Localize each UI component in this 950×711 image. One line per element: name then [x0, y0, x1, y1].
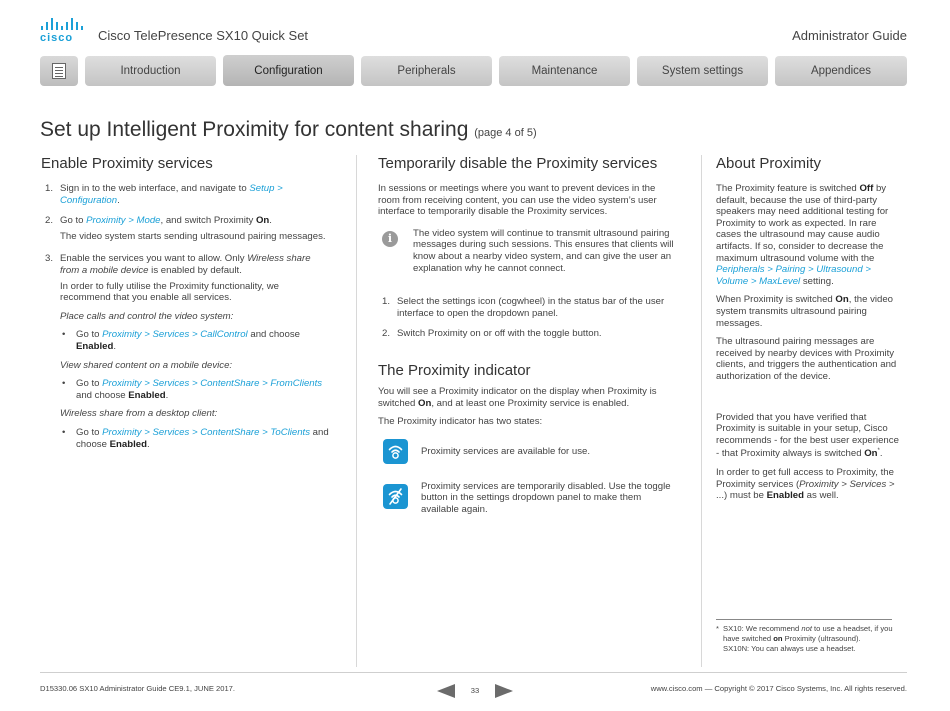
- page-title-text: Set up Intelligent Proximity for content sharing: [40, 118, 469, 141]
- bullet-dot: •: [62, 426, 66, 438]
- about-p1: [716, 183, 900, 287]
- enable-step-2: [41, 215, 331, 227]
- about-p5: [716, 467, 900, 502]
- about-p2-text: When Proximity is switched: [716, 294, 836, 306]
- enable-step-3: [41, 253, 331, 276]
- indicator-states-intro: The Proximity indicator has two states:: [378, 416, 543, 428]
- step-2-detail: The video system starts sending ultrasound pairing messages.: [60, 230, 326, 242]
- about-p1-bold: Off: [859, 183, 874, 194]
- step-text: Go to: [60, 215, 87, 227]
- about-p4: [716, 412, 900, 461]
- footnote-line-1: [723, 624, 896, 644]
- guide-title: Administrator Guide: [792, 28, 907, 43]
- footnote-line-2: SX10N: You can always use a headset.: [723, 644, 856, 653]
- step-text-end: is enabled by default.: [148, 264, 242, 276]
- about-p1-text: The Proximity feature is switched: [716, 183, 860, 194]
- footnote-end: Proximity (ultrasound).: [782, 634, 861, 643]
- indicator-intro-text: You will see a Proximity indicator on the display when Proximity is switched: [378, 385, 657, 409]
- about-p5-end: as well.: [803, 490, 839, 502]
- step-number: 2.: [45, 215, 54, 227]
- disable-proximity-heading: Temporarily disable the Proximity services: [378, 155, 658, 172]
- step-text: Sign in to the web interface, and navigate to: [60, 183, 250, 194]
- page-number: 33: [470, 686, 480, 695]
- about-p2: [716, 294, 900, 329]
- document-title: Cisco TelePresence SX10 Quick Set: [98, 28, 309, 43]
- disable-step-1: [378, 296, 676, 319]
- bullet-text: Go to: [76, 426, 103, 438]
- about-p5-mid: > ...) must be: [716, 478, 895, 502]
- max-level-link[interactable]: Peripherals > Pairing > Ultrasound > Volume > MaxLevel: [716, 264, 871, 287]
- footnote-mid: to use a headset, if you have switched: [723, 624, 893, 643]
- bullet-call-control: [41, 329, 331, 352]
- tab-peripherals[interactable]: Peripherals: [361, 56, 492, 86]
- step-3-detail: In order to fully utilise the Proximity functionality, we recommend that you enable all services.: [60, 280, 279, 304]
- about-p5-text: In order to get full access to Proximity, the Proximity services (: [716, 467, 894, 490]
- indicator-intro-end: , and at least one Proximity service is enabled.: [431, 397, 630, 409]
- enable-step-1: [41, 183, 331, 206]
- right-column: [716, 155, 900, 509]
- middle-column: [378, 155, 676, 516]
- indicator-heading: The Proximity indicator: [378, 361, 531, 379]
- state-disabled-text: Proximity services are temporarily disabled. Use the toggle button in the settings dropdown panel to make them available again.: [421, 480, 671, 515]
- step-text-end: .: [117, 194, 120, 206]
- left-column: [41, 155, 331, 457]
- bullet-dot: •: [62, 329, 66, 341]
- column-divider-right: [701, 155, 702, 667]
- call-control-link[interactable]: Proximity > Services > CallControl: [102, 329, 248, 341]
- page-navigation: [437, 684, 513, 698]
- info-note-text: The video system will continue to transmit ultrasound pairing messages during such sessions. This ensures that clients will know about a nearby video system, and can give the user an explanation why he cannot connect.: [413, 227, 674, 274]
- previous-page-icon[interactable]: [437, 684, 455, 698]
- step-number: 1.: [45, 183, 54, 194]
- about-p1-mid: by default, because the use of third-party speakers may need additional testing for Proximity to work as expected. In rare cases the ultrasound may cause audio artifacts. If so, consider to decrease the maximum ultrasound volume with the: [716, 183, 889, 264]
- indicator-state-available: [378, 439, 676, 465]
- tab-appendices[interactable]: Appendices: [775, 56, 907, 86]
- bullet-dot: •: [62, 378, 66, 390]
- step-number: 2.: [382, 328, 391, 340]
- step-number: 3.: [45, 253, 54, 265]
- info-icon: i: [382, 231, 398, 247]
- state-available-text: Proximity services are available for use.: [421, 445, 591, 457]
- setup-configuration-link[interactable]: Setup > Configuration: [60, 183, 283, 206]
- section-tabs: [40, 56, 907, 86]
- bullet-bold: Enabled: [128, 389, 166, 401]
- cisco-logo-bars: [41, 18, 84, 30]
- step-text-end: .: [269, 215, 272, 227]
- bullet-text-end: .: [113, 340, 116, 352]
- bullet-text-mid: and choose: [247, 329, 300, 341]
- bullet-to-clients: [41, 427, 331, 450]
- tab-system-settings[interactable]: System settings: [637, 56, 768, 86]
- info-note: [378, 228, 676, 274]
- footnote-text: SX10: We recommend: [723, 624, 802, 633]
- footnote-star: *: [716, 624, 719, 633]
- footnote-italic: not: [801, 624, 812, 633]
- bullet-text-end: .: [165, 389, 169, 401]
- footnote: [716, 624, 896, 654]
- about-proximity-heading: About Proximity: [716, 155, 822, 172]
- about-p5-bold: Enabled: [766, 490, 804, 502]
- footnote-bold: on: [773, 634, 783, 643]
- about-p2-end: , the video system transmits ultrasound pairing messages.: [716, 294, 894, 329]
- page-title: [40, 118, 537, 142]
- tab-maintenance[interactable]: Maintenance: [499, 56, 630, 86]
- tab-home[interactable]: [40, 56, 78, 86]
- step-bold: On: [255, 215, 270, 227]
- cisco-logo-word: cisco: [40, 32, 74, 44]
- footnote-body: [716, 624, 896, 654]
- footer-document-id: D15330.06 SX10 Administrator Guide CE9.1, JUNE 2017.: [40, 684, 236, 693]
- proximity-disabled-icon: [383, 484, 408, 509]
- step-number: 1.: [382, 296, 391, 308]
- disable-step-2: [378, 328, 676, 340]
- footnote-marker: *: [877, 448, 880, 455]
- about-p4-text: Provided that you have verified that Proximity is suitable in your setup, Cisco recommends - for the best user experience - that Proximity always is switched: [716, 411, 899, 460]
- subhead-place-calls: Place calls and control the video system:: [60, 310, 234, 322]
- enable-proximity-heading: Enable Proximity services: [41, 155, 213, 172]
- next-page-icon[interactable]: [495, 684, 513, 698]
- about-p1-end: setting.: [800, 275, 834, 287]
- to-clients-link[interactable]: Proximity > Services > ContentShare > ToClients: [102, 426, 311, 438]
- footer-copyright: www.cisco.com — Copyright © 2017 Cisco Systems, Inc. All rights reserved.: [650, 684, 907, 693]
- disable-intro: In sessions or meetings where you want to prevent devices in the room from receiving content, you can use the video system’s user interface to temporarily disable the Proximity services.: [378, 183, 657, 218]
- proximity-available-icon: [383, 439, 408, 464]
- from-clients-link[interactable]: Proximity > Services > ContentShare > FromClients: [102, 378, 323, 390]
- step-text-mid: , and switch Proximity: [160, 215, 256, 227]
- indicator-state-disabled: [378, 481, 676, 516]
- footer-divider: [40, 672, 907, 673]
- subhead-desktop: Wireless share from a desktop client:: [60, 408, 218, 420]
- bullet-text-mid: and choose: [76, 426, 329, 450]
- page-title-suffix: (page 4 of 5): [474, 127, 537, 139]
- about-p5-italic: Proximity > Services: [799, 478, 887, 490]
- about-p2-bold: On: [835, 294, 849, 306]
- about-p3: The ultrasound pairing messages are received by nearby devices with Proximity clients, and triggers the authentication and authorization of the device.: [716, 336, 897, 382]
- cisco-logo: [40, 18, 84, 44]
- bullet-bold: Enabled: [76, 340, 114, 352]
- about-p4-end: .: [879, 448, 883, 460]
- step-text: Enable the services you want to allow. Only: [60, 253, 248, 265]
- footnote-divider: [716, 619, 892, 620]
- column-divider-left: [356, 155, 357, 667]
- step-italic: Wireless share from a mobile device: [60, 253, 311, 276]
- tab-configuration[interactable]: Configuration: [223, 55, 354, 86]
- tab-introduction[interactable]: Introduction: [85, 56, 216, 86]
- home-document-icon: [52, 63, 66, 79]
- bullet-text: Go to: [76, 378, 103, 390]
- subhead-mobile: View shared content on a mobile device:: [60, 359, 233, 371]
- bullet-text-mid: and choose: [76, 389, 129, 401]
- about-p4-bold: On: [864, 448, 878, 460]
- proximity-mode-link[interactable]: Proximity > Mode: [86, 215, 161, 227]
- indicator-intro-bold: On: [418, 397, 432, 409]
- step-text: Switch Proximity on or off with the toggle button.: [397, 328, 602, 340]
- bullet-text-end: .: [146, 438, 150, 450]
- bullet-bold: Enabled: [109, 438, 147, 450]
- bullet-text: Go to: [76, 329, 103, 341]
- indicator-intro: [378, 386, 676, 409]
- bullet-from-clients: [41, 378, 331, 401]
- step-text: Select the settings icon (cogwheel) in the status bar of the user interface to open the dropdown panel.: [397, 296, 665, 319]
